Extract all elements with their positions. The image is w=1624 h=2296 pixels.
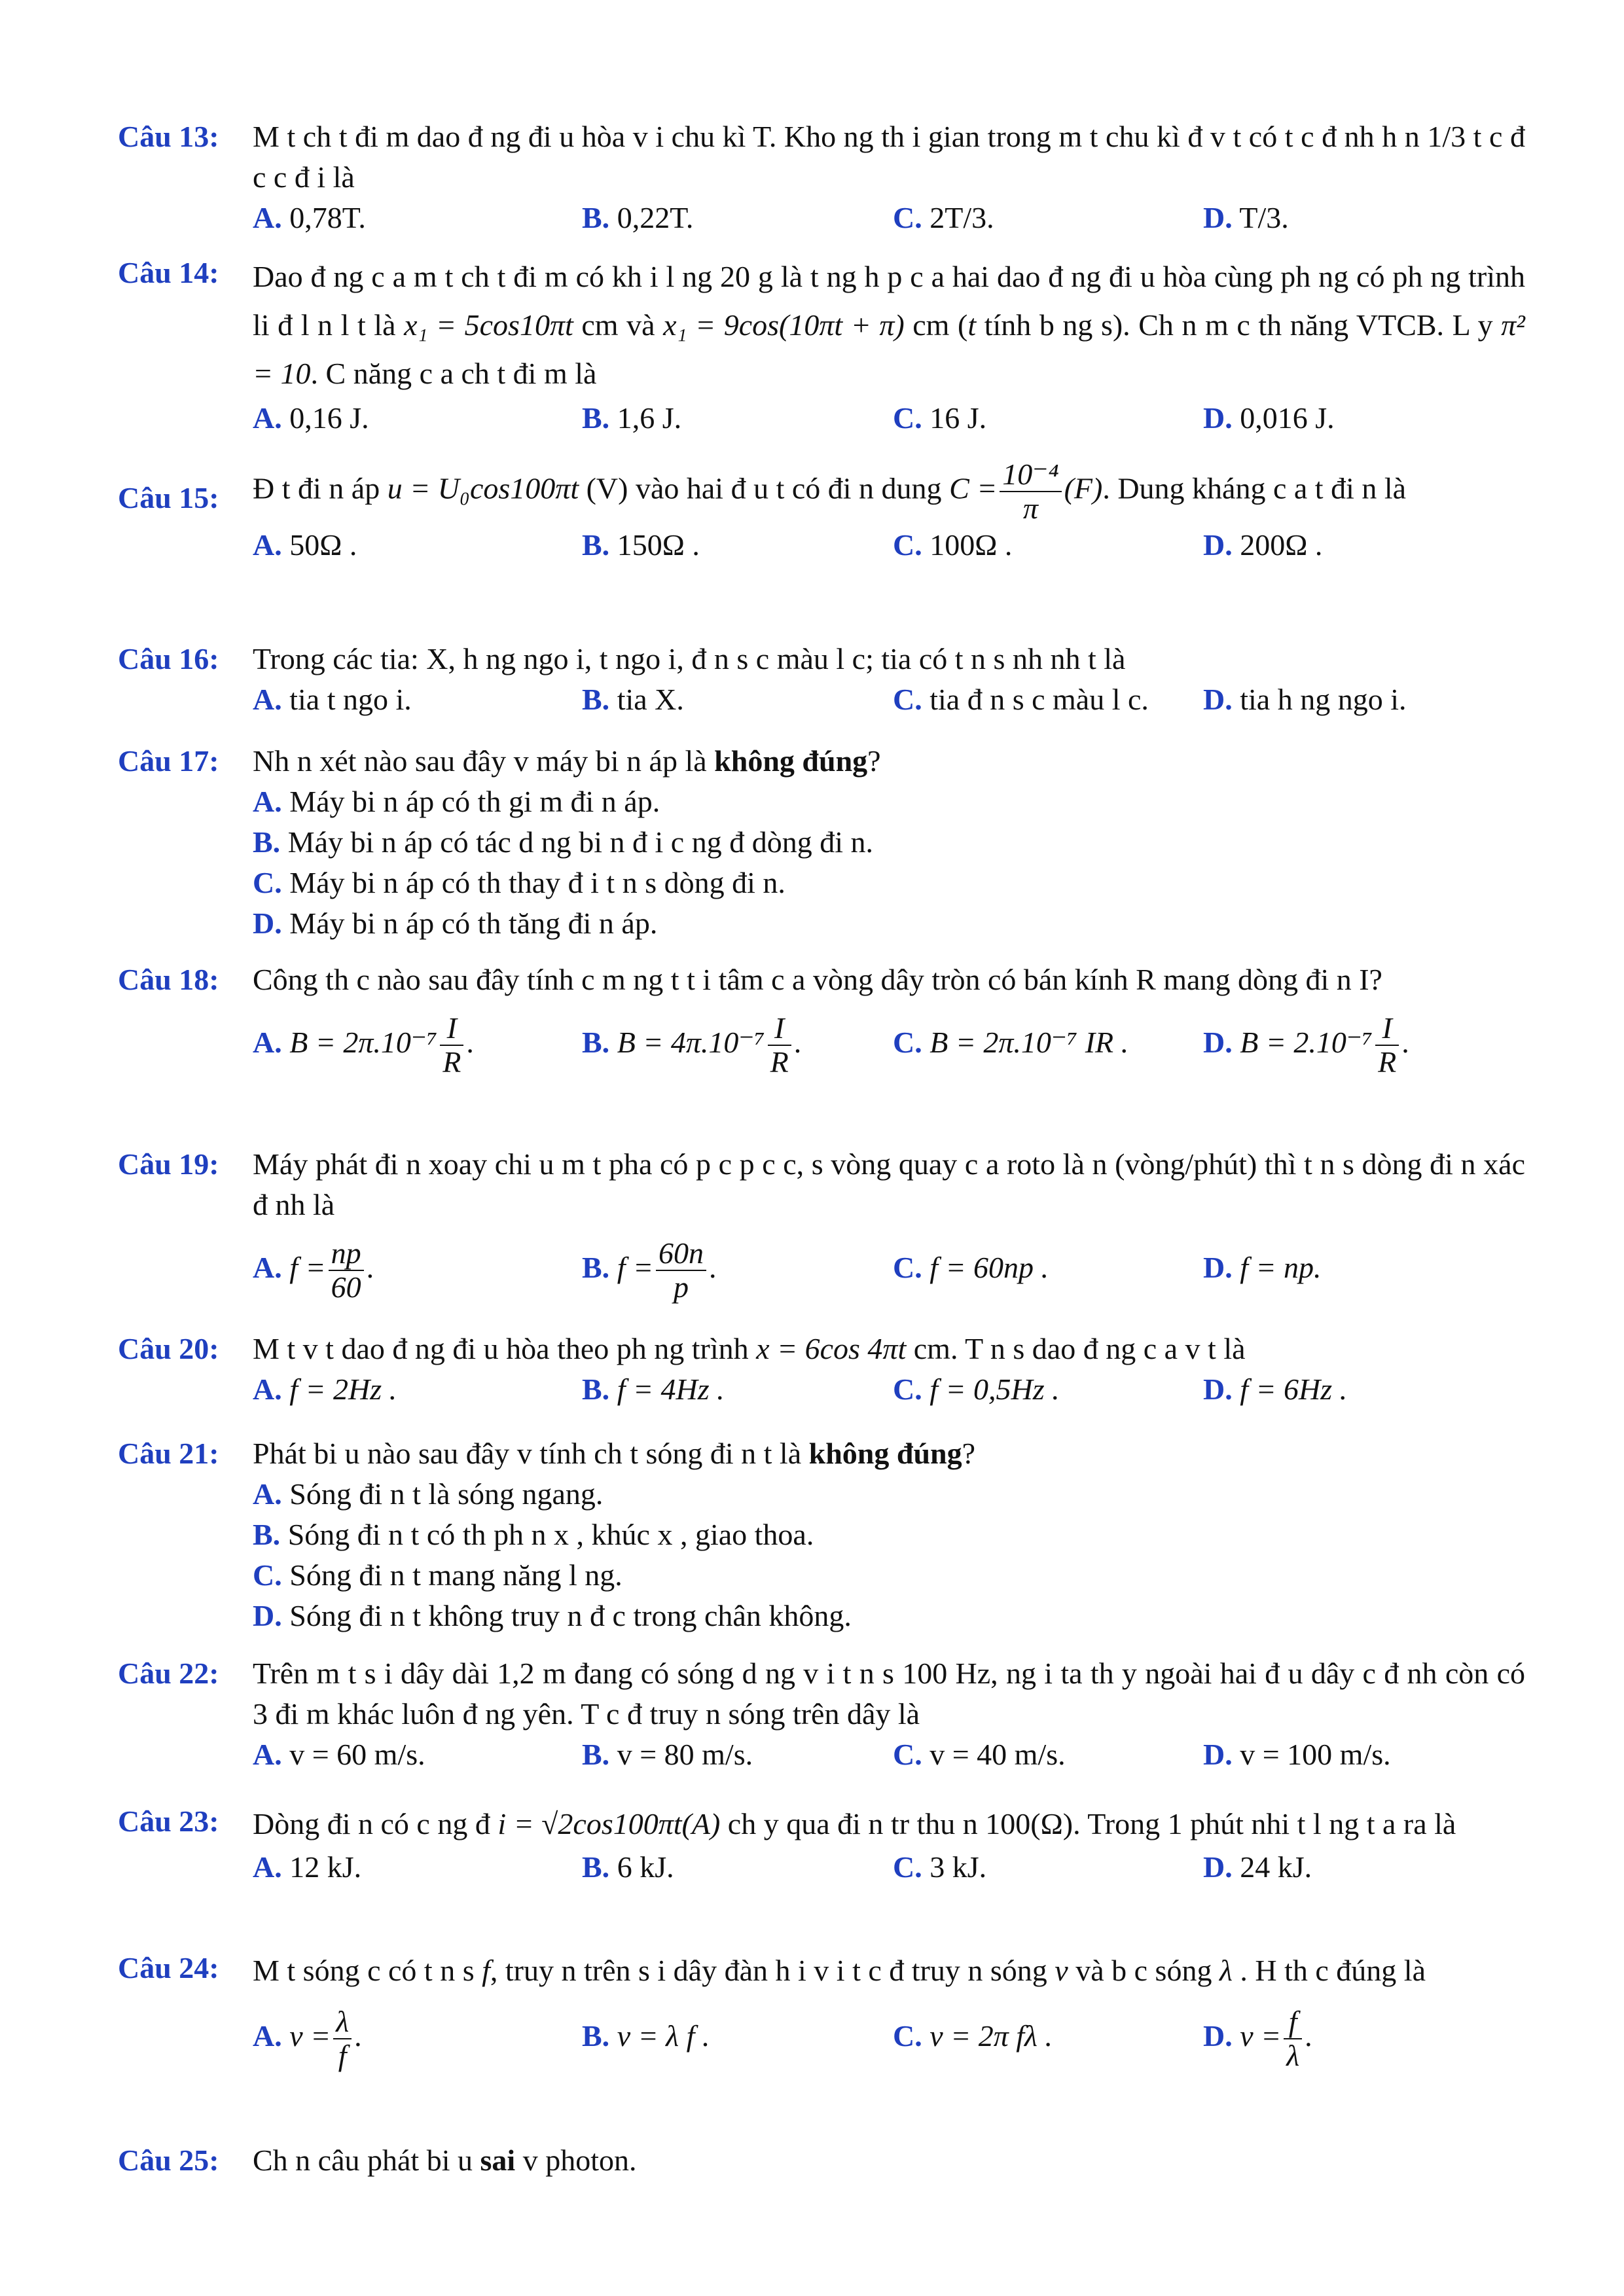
option-d[interactable]: D. tia h ng ngo i. xyxy=(1203,683,1407,716)
question-label: Câu 23: xyxy=(118,1804,219,1838)
question-text: M t ch t đi m dao đ ng đi u hòa v i chu kì T. Kho ng th i gian trong m t chu kì đ v t có t c đ nh h n 1/3 t c đ c c đ i là xyxy=(253,120,1525,194)
question-17 xyxy=(118,741,1525,944)
option-a[interactable]: A. f = $\frac{np}{60}$ . xyxy=(253,1236,374,1304)
option-c[interactable]: C. Sóng đi n t mang năng l ng. xyxy=(253,1558,623,1592)
option-c[interactable]: C. 100Ω . xyxy=(893,528,1013,562)
formula: π² = 10 xyxy=(253,308,1525,390)
options-row xyxy=(253,1225,1525,1310)
option-b[interactable]: B. B = 4π.10⁻⁷ $\frac{I}{R}$ . xyxy=(582,1011,802,1079)
question-label: Câu 19: xyxy=(118,1147,219,1181)
option-a[interactable]: A. v = $\frac{\lambda}{f}$ . xyxy=(253,2005,362,2073)
options-row xyxy=(253,1994,1525,2079)
formula: 100(Ω) xyxy=(985,1807,1074,1840)
options-row xyxy=(253,525,1525,565)
emphasis: không đúng xyxy=(808,1437,962,1470)
question-text: Công th c nào sau đây tính c m ng t t i tâm c a vòng dây tròn có bán kính R mang dòng đi n I? xyxy=(253,963,1382,996)
option-b[interactable]: B. 0,22T. xyxy=(582,201,694,234)
question-text: Trong các tia: X, h ng ngo i, t ngo i, đ n s c màu l c; tia có t n s nh nh t là xyxy=(253,642,1126,675)
option-b[interactable]: B. v = 80 m/s. xyxy=(582,1738,753,1771)
formula: x = 6cos 4πt xyxy=(756,1332,907,1365)
question-13 xyxy=(118,117,1525,238)
option-b[interactable]: B. 1,6 J. xyxy=(582,401,682,435)
option-c[interactable]: C. f = 0,5Hz . xyxy=(893,1372,1060,1406)
formula: x₁ = 5cos10πt xyxy=(404,308,573,342)
option-d[interactable]: D. v = $\frac{f}{\lambda}$ . xyxy=(1203,2005,1312,2073)
option-d[interactable]: D. Sóng đi n t không truy n đ c trong chân không. xyxy=(253,1599,852,1632)
question-label: Câu 20: xyxy=(118,1332,219,1365)
options-row xyxy=(253,1734,1525,1775)
question-19 xyxy=(118,1144,1525,1310)
question-label: Câu 21: xyxy=(118,1437,219,1470)
question-label: Câu 24: xyxy=(118,1951,219,1984)
option-c[interactable]: C. 16 J. xyxy=(893,401,987,435)
question-text: M t sóng c có t n s f, truy n trên s i dây đàn h i v i t c đ truy n sóng v và b c sóng λ . H th c đúng là xyxy=(253,1954,1426,1987)
question-text: Máy phát đi n xoay chi u m t pha có p c p c c, s vòng quay c a roto là n (vòng/phút) thì t n s dòng đi n xác đ nh là xyxy=(253,1147,1525,1221)
question-25 xyxy=(118,2140,1525,2181)
option-d[interactable]: D. 200Ω . xyxy=(1203,528,1323,562)
formula: i = √2cos100πt(A) xyxy=(497,1807,721,1840)
question-label: Câu 14: xyxy=(118,256,219,289)
option-a[interactable]: A. 12 kJ. xyxy=(253,1850,362,1884)
option-c[interactable]: C. tia đ n s c màu l c. xyxy=(893,683,1149,716)
option-c[interactable]: C. 3 kJ. xyxy=(893,1850,987,1884)
option-b[interactable]: B. f = $\frac{60n}{p}$ . xyxy=(582,1236,717,1304)
option-b[interactable]: B. Máy bi n áp có tác d ng bi n đ i c ng đ dòng đi n. xyxy=(253,825,873,859)
question-label: Câu 25: xyxy=(118,2144,219,2177)
question-text: Phát bi u nào sau đây v tính ch t sóng đi n t là không đúng? xyxy=(253,1437,976,1470)
capacitance-fraction: $\frac{\text{10⁻⁴}}{\pi}$ xyxy=(1000,458,1061,525)
question-label: Câu 16: xyxy=(118,642,219,675)
option-c[interactable]: C. B = 2π.10⁻⁷ IR . xyxy=(893,1026,1129,1059)
option-d[interactable]: D. Máy bi n áp có th tăng đi n áp. xyxy=(253,906,658,940)
question-label: Câu 17: xyxy=(118,744,219,778)
option-c[interactable]: C. Máy bi n áp có th thay đ i t n s dòng đi n. xyxy=(253,866,785,899)
option-d[interactable]: D. T/3. xyxy=(1203,201,1289,234)
question-text: Dao đ ng c a m t ch t đi m có kh i l ng 20 g là t ng h p c a hai dao đ ng đi u hòa cùng ph ng có ph ng trình li đ l n l t là x₁ = 5cos10πt cm và x₁ = 9cos(10πt + π) cm (t tính b ng s). Ch n m c th năng VTCB. L y π² = 10. C năng c a ch t đi m là xyxy=(253,260,1525,390)
option-b[interactable]: B. v = λ f . xyxy=(582,2019,710,2053)
options-row xyxy=(253,679,1525,720)
option-a[interactable]: A. v = 60 m/s. xyxy=(253,1738,425,1771)
question-22 xyxy=(118,1653,1525,1775)
emphasis: không đúng xyxy=(714,744,868,778)
question-label: Câu 22: xyxy=(118,1657,219,1690)
question-label: Câu 13: xyxy=(118,120,219,153)
option-d[interactable]: D. B = 2.10⁻⁷ $\frac{I}{R}$ . xyxy=(1203,1011,1409,1079)
question-21 xyxy=(118,1433,1525,1636)
question-16 xyxy=(118,639,1525,720)
question-text: M t v t dao đ ng đi u hòa theo ph ng trình x = 6cos 4πt cm. T n s dao đ ng c a v t là xyxy=(253,1332,1246,1365)
option-a[interactable]: A. 0,16 J. xyxy=(253,401,369,435)
option-a[interactable]: A. 0,78T. xyxy=(253,201,366,234)
option-a[interactable]: A. Máy bi n áp có th gi m đi n áp. xyxy=(253,785,660,818)
formula: u = U₀cos100πt xyxy=(387,471,579,505)
option-b[interactable]: B. Sóng đi n t có th ph n x , khúc x , giao thoa. xyxy=(253,1518,814,1551)
options-row xyxy=(253,198,1525,238)
option-c[interactable]: C. f = 60np . xyxy=(893,1251,1049,1284)
question-18 xyxy=(118,960,1525,1085)
option-a[interactable]: A. f = 2Hz . xyxy=(253,1372,397,1406)
question-text: Ch n câu phát bi u sai v photon. xyxy=(253,2144,637,2177)
question-text: Nh n xét nào sau đây v máy bi n áp là không đúng? xyxy=(253,744,881,778)
options-row xyxy=(253,1369,1525,1410)
question-text: Dòng đi n có c ng đ i = √2cos100πt(A) ch y qua đi n tr thu n 100(Ω). Trong 1 phút nhi t l ng t a ra là xyxy=(253,1807,1456,1840)
option-d[interactable]: D. 24 kJ. xyxy=(1203,1850,1312,1884)
option-a[interactable]: A. B = 2π.10⁻⁷ $\frac{I}{R}$ . xyxy=(253,1011,474,1079)
formula: x₁ = 9cos(10πt + π) xyxy=(663,308,905,342)
option-c[interactable]: C. v = 2π fλ . xyxy=(893,2019,1053,2053)
emphasis: sai xyxy=(480,2144,516,2177)
options-row xyxy=(253,1000,1525,1085)
option-a[interactable]: A. Sóng đi n t là sóng ngang. xyxy=(253,1477,604,1511)
question-24 xyxy=(118,1948,1525,2079)
question-14 xyxy=(118,253,1525,439)
option-b[interactable]: B. tia X. xyxy=(582,683,684,716)
question-20 xyxy=(118,1329,1525,1410)
option-c[interactable]: C. v = 40 m/s. xyxy=(893,1738,1066,1771)
options-row xyxy=(253,398,1525,439)
question-23 xyxy=(118,1801,1525,1888)
option-b[interactable]: B. 6 kJ. xyxy=(582,1850,674,1884)
option-d[interactable]: D. v = 100 m/s. xyxy=(1203,1738,1391,1771)
option-a[interactable]: A. 50Ω . xyxy=(253,528,357,562)
question-text: Trên m t s i dây dài 1,2 m đang có sóng d ng v i t n s 100 Hz, ng i ta th y ngoài hai đ u dây c đ nh còn có 3 đi m khác luôn đ ng yên. T c đ truy n sóng trên dây là xyxy=(253,1657,1525,1731)
option-d[interactable]: D. f = 6Hz . xyxy=(1203,1372,1348,1406)
options-row xyxy=(253,1847,1525,1888)
question-label: Câu 15: xyxy=(118,481,219,514)
option-d[interactable]: D. 0,016 J. xyxy=(1203,401,1335,435)
option-b[interactable]: B. 150Ω . xyxy=(582,528,700,562)
option-d[interactable]: D. f = np. xyxy=(1203,1251,1322,1284)
option-a[interactable]: A. tia t ngo i. xyxy=(253,683,412,716)
question-text: Đ t đi n áp u = U₀cos100πt (V) vào hai đ u t có đi n dung C = $\frac{\text{10⁻⁴}}{\pi}$ (F). Dung kháng c a t đi n là xyxy=(253,457,1407,525)
option-c[interactable]: C. 2T/3. xyxy=(893,201,994,234)
question-label: Câu 18: xyxy=(118,963,219,996)
question-15 xyxy=(118,458,1525,565)
option-b[interactable]: B. f = 4Hz . xyxy=(582,1372,725,1406)
